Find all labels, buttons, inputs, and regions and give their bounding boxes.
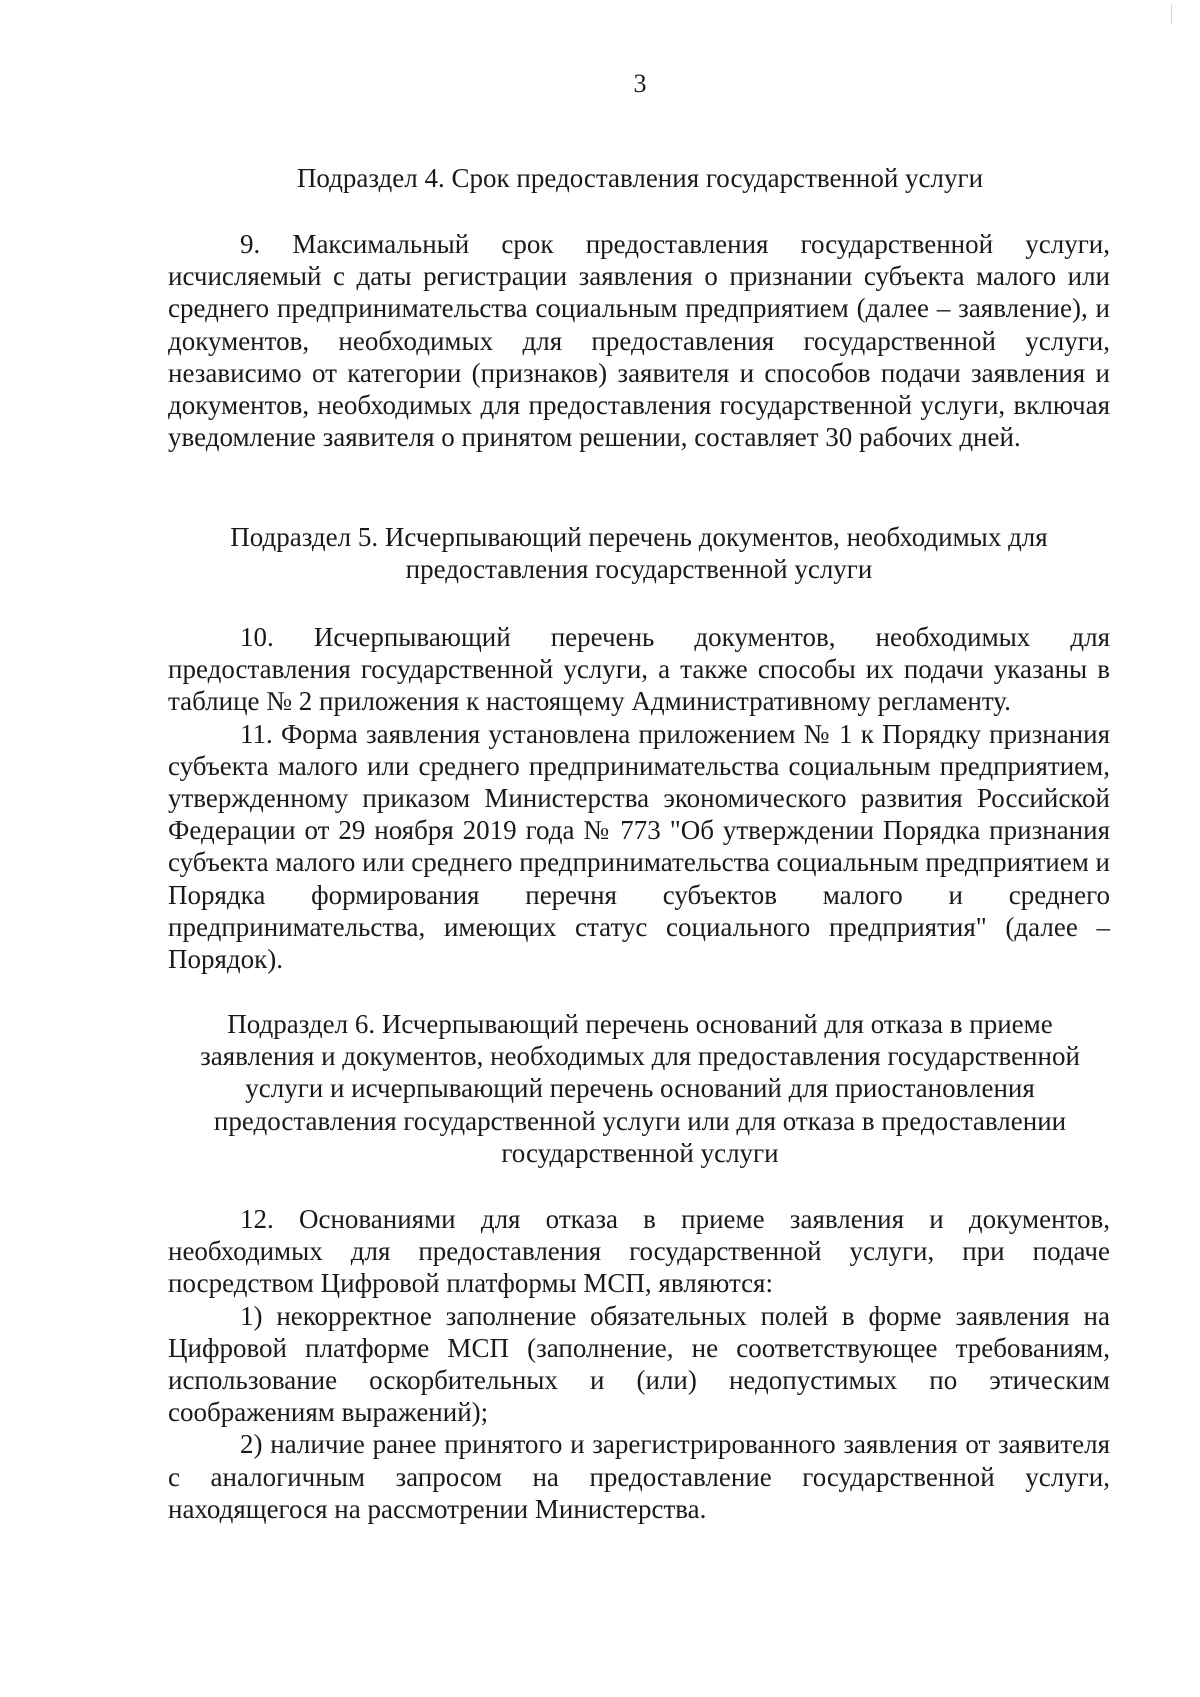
paragraph-12: 12. Основаниями для отказа в приеме заявления и документов, необходимых для предоставления государственной услуги, при подаче посредством Цифровой платформы МСП, являются: <box>168 1204 1110 1299</box>
section-4 <box>168 162 1110 194</box>
paragraph-12-item-1: 1) некорректное заполнение обязательных полей в форме заявления на Цифровой платформе МСП (заполнение, не соответствующее требованиям, использование оскорбительных и (или) недопустимых по этическим соображениям выражений); <box>168 1300 1110 1428</box>
paragraph-10: 10. Исчерпывающий перечень документов, необходимых для предоставления государственной услуги, а также способы их подачи указаны в таблице № 2 приложения к настоящему Административному регламенту. <box>168 622 1110 717</box>
section-6-body <box>168 1203 1110 1525</box>
section-4-body <box>168 228 1110 453</box>
section-6-heading: Подраздел 6. Исчерпывающий перечень оснований для отказа в приеме заявления и документов, необходимых для предоставления государственной услуги и исчерпывающий перечень оснований для приостановления предоставления государственной услуги или для отказа в предоставлении государственной услуги <box>200 1009 1080 1168</box>
paragraph-9: 9. Максимальный срок предоставления государственной услуги, исчисляемый с даты регистрации заявления о признании субъекта малого или среднего предпринимательства социальным предприятием (далее – заявление), и документов, необходимых для предоставления государственной услуги, независимо от категории (признаков) заявителя и способов подачи заявления и документов, необходимых для предоставления государственной услуги, включая уведомление заявителя о принятом решении, составляет 30 рабочих дней. <box>168 229 1110 453</box>
section-5 <box>198 521 1080 585</box>
section-4-heading: Подраздел 4. Срок предоставления государственной услуги <box>296 163 984 193</box>
section-6 <box>172 1008 1108 1169</box>
scan-artifact <box>1171 4 1172 24</box>
section-5-body <box>168 621 1110 975</box>
section-5-heading: Подраздел 5. Исчерпывающий перечень документов, необходимых для предоставления государственной услуги <box>230 522 1048 585</box>
page-number: 3 <box>633 69 647 98</box>
paragraph-12-item-2: 2) наличие ранее принятого и зарегистрированного заявления от заявителя с аналогичным запросом на предоставление государственной услуги, находящегося на рассмотрении Министерства. <box>168 1429 1110 1524</box>
paragraph-11: 11. Форма заявления установлена приложением № 1 к Порядку признания субъекта малого или среднего предпринимательства социальным предприятием, утвержденному приказом Министерства экономического развития Российской Федерации от 29 ноября 2019 года № 773 "Об утверждении Порядка признания субъекта малого или среднего предпринимательства социальным предприятием и Порядка формирования перечня субъектов малого и среднего предпринимательства, имеющих статус социального предприятия" (далее – Порядок). <box>168 718 1110 975</box>
